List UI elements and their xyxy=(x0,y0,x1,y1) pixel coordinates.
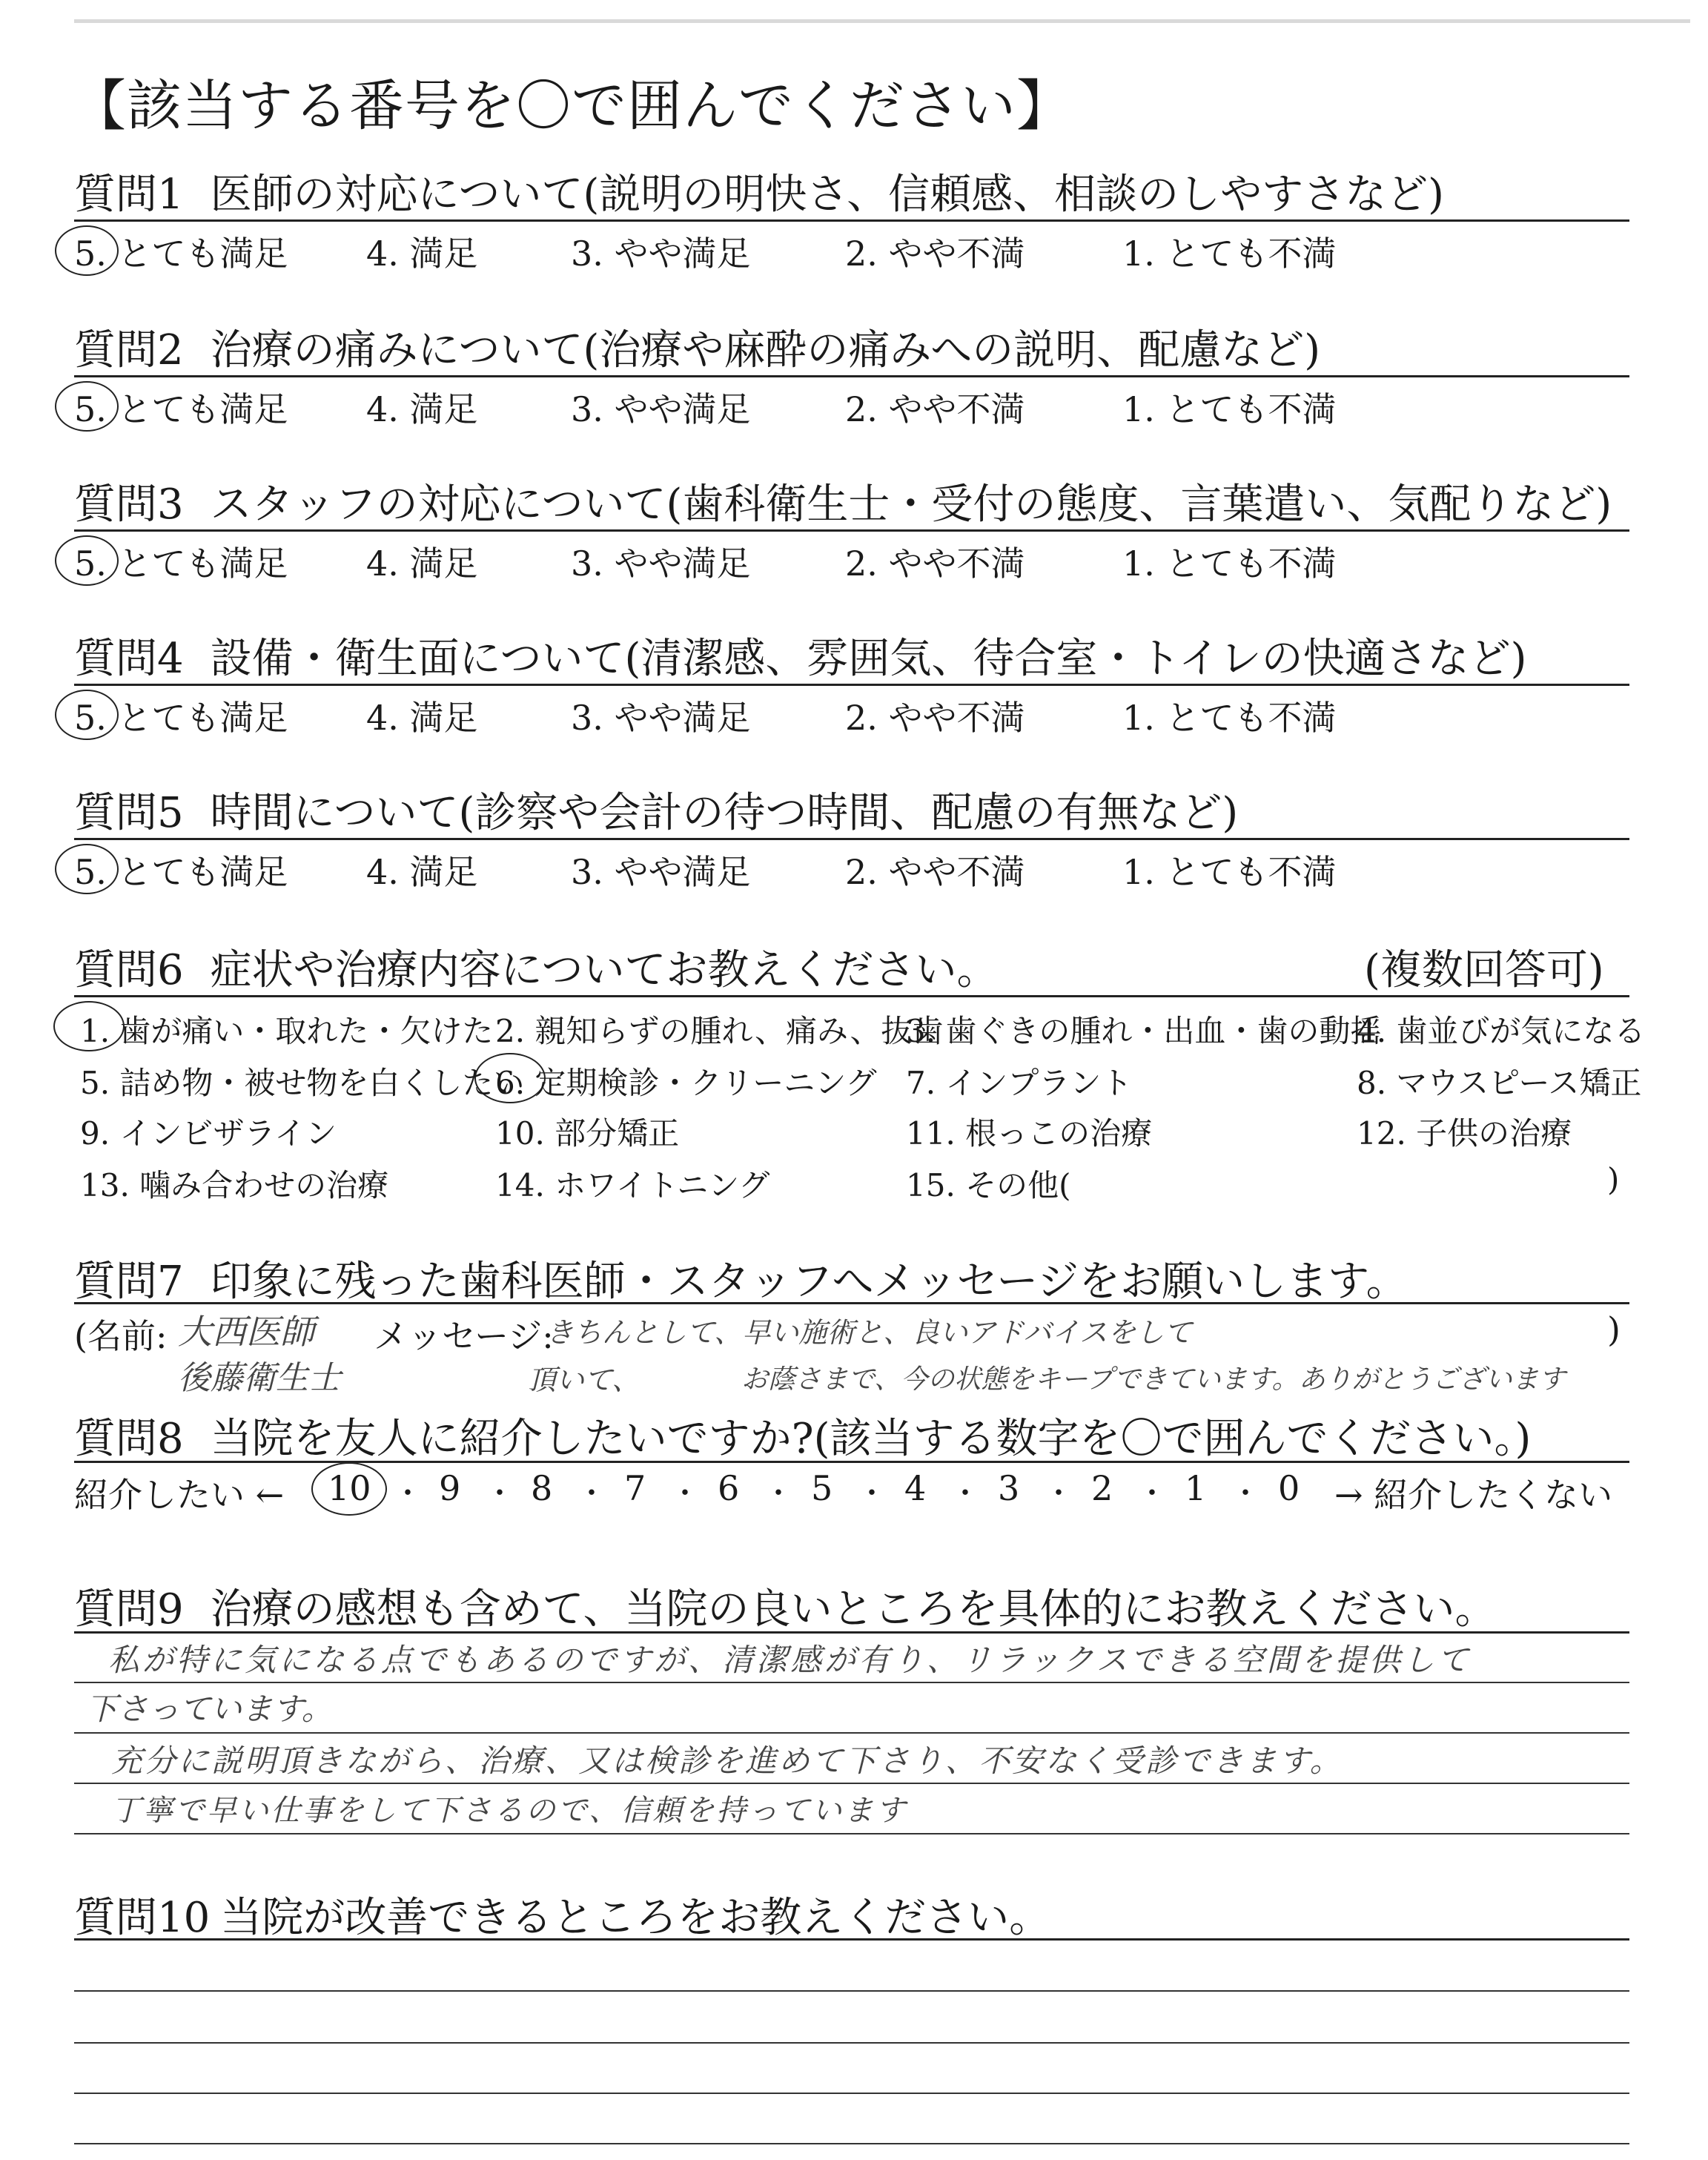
question-text: 設備・衛生面について(清潔感、雰囲気、待合室・トイレの快適さなど) xyxy=(210,635,1527,683)
question-text: 当院が改善できるところをお教えください。 xyxy=(220,1894,1051,1942)
question-6 xyxy=(74,937,999,997)
answer-line xyxy=(74,1938,1629,1941)
q6-option-10[interactable]: 10. 部分矯正 xyxy=(495,1115,680,1152)
question-number: 質問5 xyxy=(74,789,184,837)
question-text: 医師の対応について(説明の明快さ、信頼感、相談のしやすさなど) xyxy=(210,171,1444,219)
question-divider xyxy=(74,375,1629,377)
scale-separator: ・ xyxy=(950,1476,980,1510)
handwritten-answer-2: 下さっています。 xyxy=(86,1691,333,1727)
option-3[interactable]: 3. やや満足 xyxy=(571,389,751,429)
q6-option-11[interactable]: 11. 根っこの治療 xyxy=(906,1115,1153,1152)
handwritten-answer-1: 私が特に気になる点でもあるのですが、清潔感が有り、リラックスできる空間を提供して xyxy=(108,1642,1472,1678)
message-close-paren: ) xyxy=(1607,1309,1621,1350)
handwritten-message-2a: 頂いて、 xyxy=(528,1364,640,1396)
option-2[interactable]: 2. やや不満 xyxy=(845,544,1025,584)
option-1[interactable]: 1. とても不満 xyxy=(1122,234,1337,274)
question-1 xyxy=(74,162,1444,221)
option-4[interactable]: 4. 満足 xyxy=(366,234,478,274)
question-text: 印象に残った歯科医師・スタッフへメッセージをお願いします。 xyxy=(210,1258,1408,1306)
handwritten-message-2b: お蔭さまで、今の状態をキープできています。ありがとうございます xyxy=(741,1364,1566,1395)
page-heading: 【該当する番号を〇で囲んでください】 xyxy=(71,74,1072,138)
scale-separator: ・ xyxy=(393,1476,423,1510)
question-text: 時間について(診察や会計の待つ時間、配慮の有無など) xyxy=(210,789,1239,837)
scale-separator: ・ xyxy=(857,1476,887,1510)
question-text: 治療の感想も含めて、当院の良いところを具体的にお教えください。 xyxy=(210,1585,1497,1634)
handwritten-name-2: 後藤衛生士 xyxy=(178,1359,341,1397)
recommend-left-label: 紹介したい ← xyxy=(74,1475,285,1515)
answer-line xyxy=(74,2143,1629,2144)
question-divider xyxy=(74,838,1629,840)
question-9 xyxy=(74,1576,1497,1636)
name-label: (名前: xyxy=(74,1316,168,1356)
scale-separator: ・ xyxy=(577,1476,606,1510)
q6-other-close-paren: ) xyxy=(1607,1161,1620,1198)
question-number: 質問7 xyxy=(74,1258,184,1306)
scale-2[interactable]: 2 xyxy=(1091,1468,1113,1508)
option-1[interactable]: 1. とても不満 xyxy=(1122,389,1337,429)
q6-option-8[interactable]: 8. マウスピース矯正 xyxy=(1357,1065,1642,1101)
option-3[interactable]: 3. やや満足 xyxy=(571,544,751,584)
option-1[interactable]: 1. とても不満 xyxy=(1122,852,1337,892)
q6-option-15[interactable]: 15. その他( xyxy=(906,1167,1071,1203)
question-number: 質問6 xyxy=(74,946,184,994)
q6-option-3[interactable]: 3. 歯ぐきの腫れ・出血・歯の動揺 xyxy=(906,1013,1382,1049)
answer-line xyxy=(74,1990,1629,1992)
question-number: 質問3 xyxy=(74,480,184,529)
option-1[interactable]: 1. とても不満 xyxy=(1122,698,1337,738)
option-3[interactable]: 3. やや満足 xyxy=(571,698,751,738)
question-text: スタッフの対応について(歯科衛生士・受付の態度、言葉遣い、気配りなど) xyxy=(210,480,1612,529)
q6-option-9[interactable]: 9. インビザライン xyxy=(80,1115,337,1152)
option-5[interactable]: 5. とても満足 xyxy=(74,234,288,274)
scale-separator: ・ xyxy=(764,1476,793,1510)
answer-line xyxy=(74,1682,1629,1683)
option-2[interactable]: 2. やや不満 xyxy=(845,698,1025,738)
scale-9[interactable]: 9 xyxy=(439,1468,461,1508)
question-8 xyxy=(74,1406,1531,1465)
question-divider xyxy=(74,1302,1629,1304)
answer-line xyxy=(74,1631,1629,1634)
q6-option-7[interactable]: 7. インプラント xyxy=(906,1065,1133,1101)
option-3[interactable]: 3. やや満足 xyxy=(571,234,751,274)
scale-1[interactable]: 1 xyxy=(1185,1468,1207,1508)
answer-line xyxy=(74,2093,1629,2094)
question-10 xyxy=(74,1885,1050,1944)
top-border xyxy=(74,19,1690,23)
scale-3[interactable]: 3 xyxy=(998,1468,1020,1508)
question-divider xyxy=(74,1461,1629,1463)
question-5 xyxy=(74,780,1238,839)
scale-10[interactable]: 10 xyxy=(328,1468,371,1508)
scale-separator: ・ xyxy=(1044,1476,1073,1510)
answer-line xyxy=(74,1833,1629,1834)
question-number: 質問8 xyxy=(74,1415,184,1463)
recommend-right-label: → 紹介したくない xyxy=(1334,1475,1613,1515)
question-number: 質問9 xyxy=(74,1585,184,1634)
question-4 xyxy=(74,626,1526,685)
question-number: 質問2 xyxy=(74,326,184,374)
question-text: 治療の痛みについて(治療や麻酔の痛みへの説明、配慮など) xyxy=(210,326,1321,374)
scale-5[interactable]: 5 xyxy=(811,1468,833,1508)
option-5[interactable]: 5. とても満足 xyxy=(74,389,288,429)
question-divider xyxy=(74,684,1629,686)
multiple-answers-note: (複数回答可) xyxy=(1364,946,1604,994)
question-number: 質問10 xyxy=(74,1894,211,1942)
scale-separator: ・ xyxy=(1137,1476,1167,1510)
answer-line xyxy=(74,1783,1629,1784)
scale-separator: ・ xyxy=(1231,1476,1260,1510)
option-2[interactable]: 2. やや不満 xyxy=(845,389,1025,429)
handwritten-message-1: きちんとして、早い施術と、良いアドバイスをして xyxy=(546,1316,1193,1349)
option-5[interactable]: 5. とても満足 xyxy=(74,544,288,584)
option-1[interactable]: 1. とても不満 xyxy=(1122,544,1337,584)
handwritten-answer-4: 丁寧で早い仕事をして下さるので、信頼を持っています xyxy=(111,1794,908,1828)
option-3[interactable]: 3. やや満足 xyxy=(571,852,751,892)
option-4[interactable]: 4. 満足 xyxy=(366,698,478,738)
option-4[interactable]: 4. 満足 xyxy=(366,389,478,429)
option-2[interactable]: 2. やや不満 xyxy=(845,234,1025,274)
q6-option-14[interactable]: 14. ホワイトニング xyxy=(495,1167,770,1203)
option-2[interactable]: 2. やや不満 xyxy=(845,852,1025,892)
q6-option-6[interactable]: 6. 定期検診・クリーニング xyxy=(495,1065,877,1101)
q6-option-4[interactable]: 4. 歯並びが気になる xyxy=(1357,1013,1646,1049)
scale-7[interactable]: 7 xyxy=(624,1468,646,1508)
option-4[interactable]: 4. 満足 xyxy=(366,544,478,584)
scale-6[interactable]: 6 xyxy=(718,1468,740,1508)
question-divider xyxy=(74,529,1629,532)
q6-option-1[interactable]: 1. 歯が痛い・取れた・欠けた xyxy=(80,1013,494,1049)
message-label: メッセージ: xyxy=(374,1316,554,1356)
question-divider xyxy=(74,219,1629,222)
handwritten-answer-3: 充分に説明頂きながら、治療、又は検診を進めて下さり、不安なく受診できます。 xyxy=(111,1743,1343,1779)
option-5[interactable]: 5. とても満足 xyxy=(74,698,288,738)
question-text: 当院を友人に紹介したいですか?(該当する数字を〇で囲んでください。) xyxy=(210,1415,1532,1463)
answer-line xyxy=(74,2042,1629,2044)
question-number: 質問1 xyxy=(74,171,184,219)
q6-option-13[interactable]: 13. 噛み合わせの治療 xyxy=(80,1167,389,1203)
handwritten-name-1: 大西医師 xyxy=(178,1312,314,1352)
question-2 xyxy=(74,317,1320,377)
scale-0[interactable]: 0 xyxy=(1278,1468,1300,1508)
scale-8[interactable]: 8 xyxy=(531,1468,553,1508)
question-number: 質問4 xyxy=(74,635,184,683)
answer-line xyxy=(74,1732,1629,1734)
question-text: 症状や治療内容についてお教えください。 xyxy=(210,946,999,994)
question-divider xyxy=(74,995,1629,997)
q6-option-12[interactable]: 12. 子供の治療 xyxy=(1357,1115,1572,1152)
question-3 xyxy=(74,472,1612,531)
scale-separator: ・ xyxy=(485,1476,514,1510)
question-7 xyxy=(74,1249,1408,1308)
q6-option-5[interactable]: 5. 詰め物・被せ物を白くしたい xyxy=(80,1065,525,1101)
scale-separator: ・ xyxy=(670,1476,700,1510)
q6-option-2[interactable]: 2. 親知らずの腫れ、痛み、抜歯 xyxy=(495,1013,944,1049)
option-5[interactable]: 5. とても満足 xyxy=(74,852,288,892)
scale-4[interactable]: 4 xyxy=(904,1468,927,1508)
option-4[interactable]: 4. 満足 xyxy=(366,852,478,892)
